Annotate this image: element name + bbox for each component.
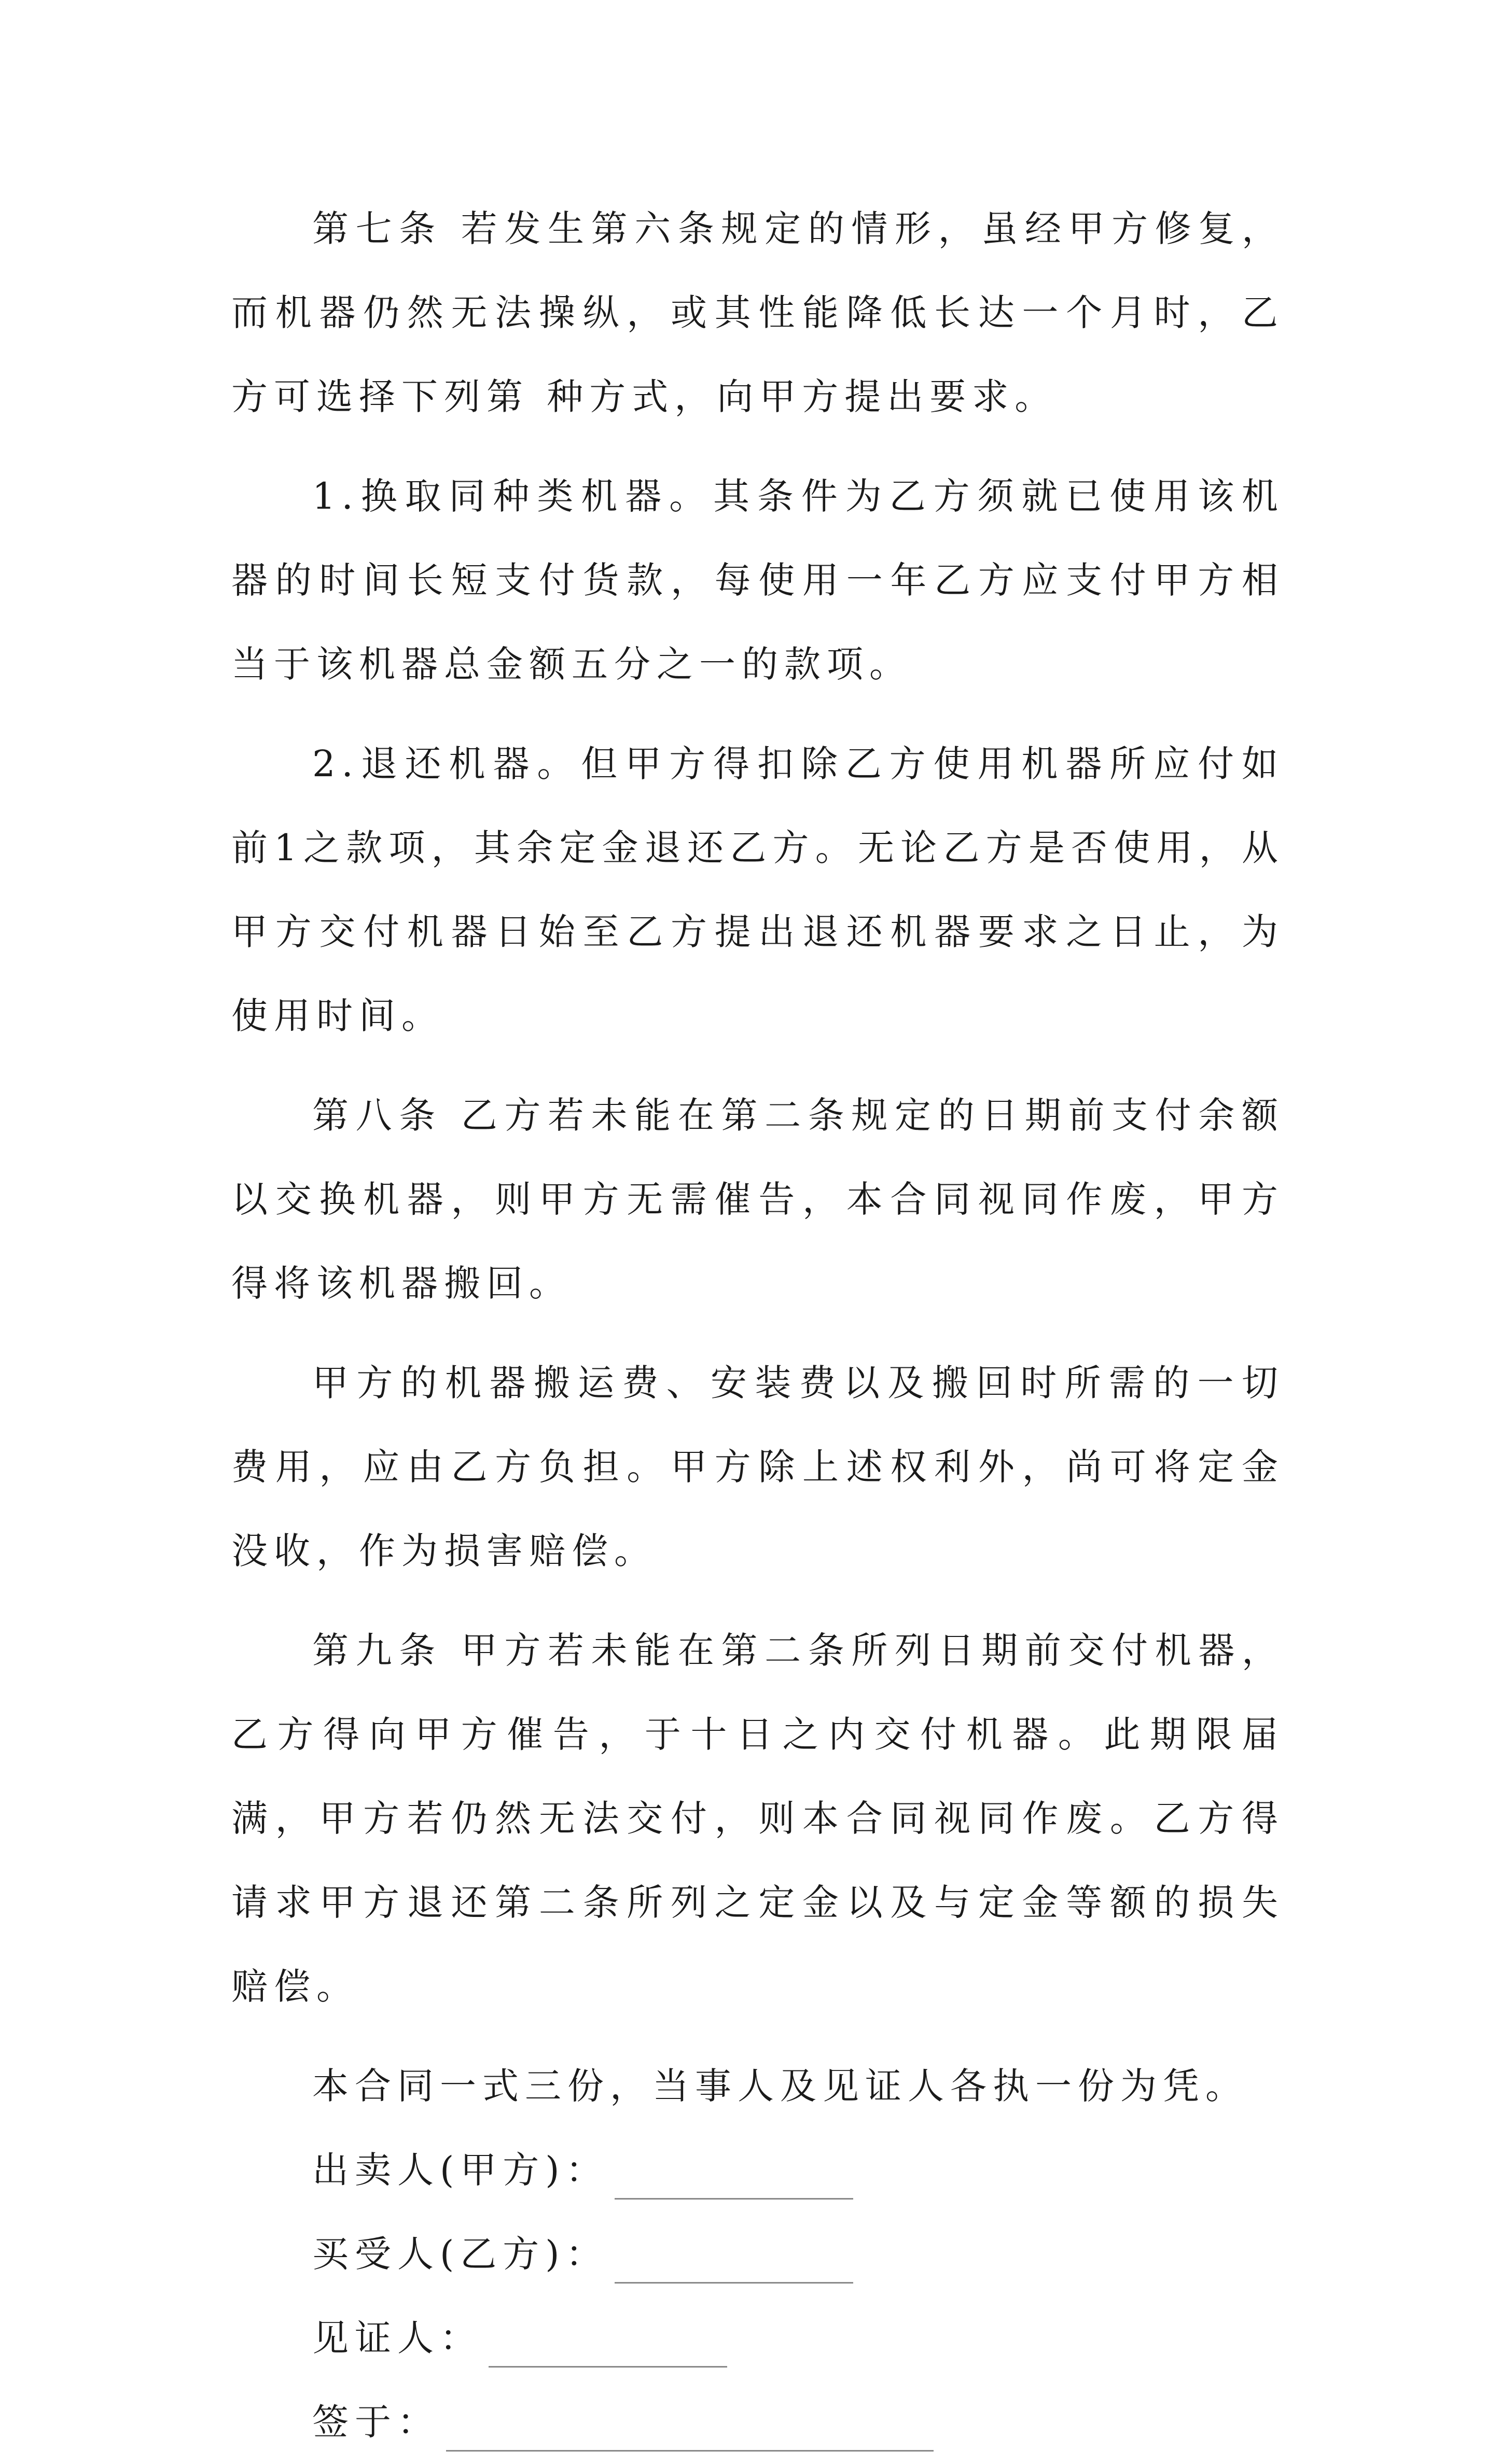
signed-at-label: 签于： bbox=[312, 2401, 440, 2443]
article-9-paragraph: 第九条 甲方若未能在第二条所列日期前交付机器，乙方得向甲方催告，于十日之内交付机器。此期限届满，甲方若仍然无法交付，则本合同视同作废。乙方得请求甲方退还第二条所列之定金以及与定金等额的损失赔偿。 bbox=[231, 1629, 1284, 2008]
witness-signature-blank[interactable] bbox=[489, 2330, 727, 2368]
option-2-paragraph: 2.退还机器。但甲方得扣除乙方使用机器所应付如前1之款项，其余定金退还乙方。无论乙方是否使用，从甲方交付机器日始至乙方提出退还机器要求之日止，为使用时间。 bbox=[231, 743, 1284, 1037]
buyer-signature-blank[interactable] bbox=[615, 2246, 853, 2284]
signed-at-blank[interactable] bbox=[446, 2414, 934, 2452]
witness-label: 见证人： bbox=[312, 2317, 482, 2359]
copies-paragraph: 本合同一式三份，当事人及见证人各执一份为凭。 bbox=[312, 2065, 1248, 2107]
article-8-paragraph: 第八条 乙方若未能在第二条规定的日期前支付余额以交换机器，则甲方无需催告，本合同视同作废，甲方得将该机器搬回。 bbox=[231, 1094, 1284, 1305]
seller-signature-blank[interactable] bbox=[615, 2162, 853, 2200]
signed-at-line bbox=[231, 2380, 1284, 2464]
article-8-costs-paragraph: 甲方的机器搬运费、安装费以及搬回时所需的一切费用，应由乙方负担。甲方除上述权利外，尚可将定金没收，作为损害赔偿。 bbox=[231, 1362, 1284, 1572]
contract-page bbox=[231, 187, 1284, 2464]
seller-signature-line bbox=[231, 2128, 1284, 2212]
buyer-signature-line bbox=[231, 2212, 1284, 2296]
witness-signature-line bbox=[231, 2296, 1284, 2380]
article-7-paragraph: 第七条 若发生第六条规定的情形，虽经甲方修复，而机器仍然无法操纵，或其性能降低长达一个月时，乙方可选择下列第 种方式，向甲方提出要求。 bbox=[231, 207, 1284, 418]
buyer-label: 买受人(乙方)： bbox=[312, 2233, 608, 2275]
option-1-paragraph: 1.换取同种类机器。其条件为乙方须就已使用该机器的时间长短支付货款，每使用一年乙方应支付甲方相当于该机器总金额五分之一的款项。 bbox=[231, 475, 1284, 685]
seller-label: 出卖人(甲方)： bbox=[312, 2149, 608, 2191]
